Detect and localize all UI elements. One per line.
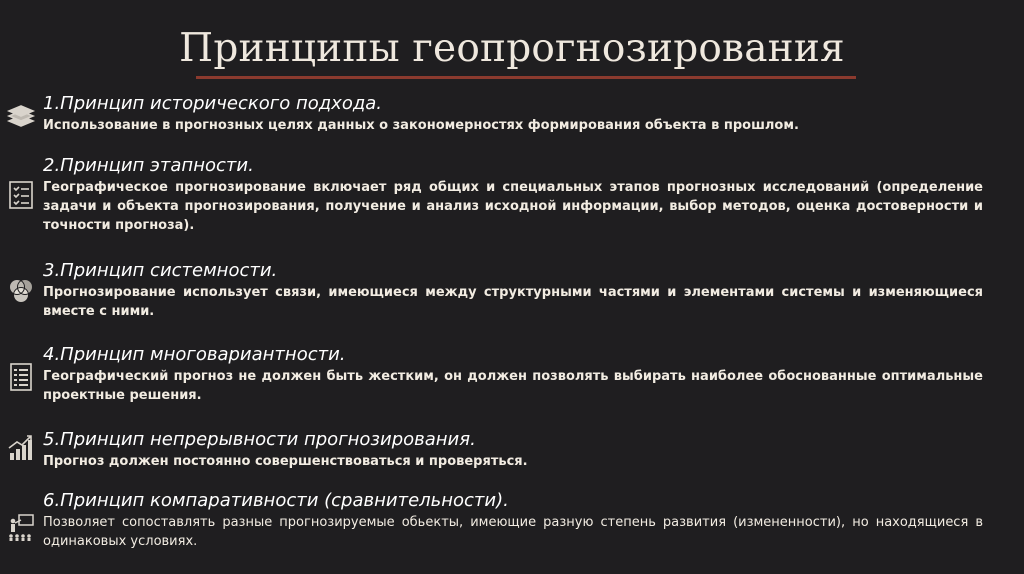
principle-text: Географический прогноз не должен быть жестким, он должен позволять выбирать наиболее обоснованные оптимальные проектные решения. bbox=[43, 369, 983, 403]
principle-6 bbox=[43, 491, 983, 551]
principle-text: Прогноз должен постоянно совершенствоваться и проверяться. bbox=[43, 454, 528, 469]
principle-text: Географическое прогнозирование включает ряд общих и специальных этапов прогнозных исследований (определение задачи и объекта прогнозирования, получение и анализ исходной информации, выбор методов, оценка достоверности и точности прогноза). bbox=[43, 180, 983, 233]
principle-3 bbox=[43, 261, 983, 321]
principle-heading: 6.Принцип компаративности (сравнительности). bbox=[43, 490, 509, 511]
books-icon bbox=[6, 100, 36, 130]
list-document-icon bbox=[6, 362, 36, 392]
principle-text: Позволяет сопоставлять разные прогнозируемые обьекты, имеющие разную степень развития (измененности), но находящиеся в одинаковых условиях. bbox=[43, 515, 983, 549]
principle-4 bbox=[43, 345, 983, 405]
principle-heading: 4.Принцип многовариантности. bbox=[43, 344, 346, 365]
principle-2 bbox=[43, 156, 983, 235]
principle-heading: 1.Принцип исторического подхода. bbox=[43, 93, 383, 114]
principle-5 bbox=[43, 430, 983, 471]
principle-1 bbox=[43, 94, 983, 135]
principle-text: Использование в прогнозных целях данных о закономерностях формирования объекта в прошлом. bbox=[43, 118, 799, 133]
page-title: Принципы геопрогнозирования bbox=[179, 26, 845, 71]
presentation-icon bbox=[6, 512, 36, 542]
checklist-icon bbox=[6, 180, 36, 210]
principle-heading: 5.Принцип непрерывности прогнозирования. bbox=[43, 429, 476, 450]
title-underline bbox=[196, 76, 856, 79]
principle-heading: 2.Принцип этапности. bbox=[43, 155, 254, 176]
principle-heading: 3.Принцип системности. bbox=[43, 260, 278, 281]
growth-chart-icon bbox=[6, 433, 36, 463]
venn-icon bbox=[6, 276, 36, 306]
principle-text: Прогнозирование использует связи, имеющиеся между структурными частями и элементами системы и изменяющиеся вместе с ними. bbox=[43, 285, 983, 319]
